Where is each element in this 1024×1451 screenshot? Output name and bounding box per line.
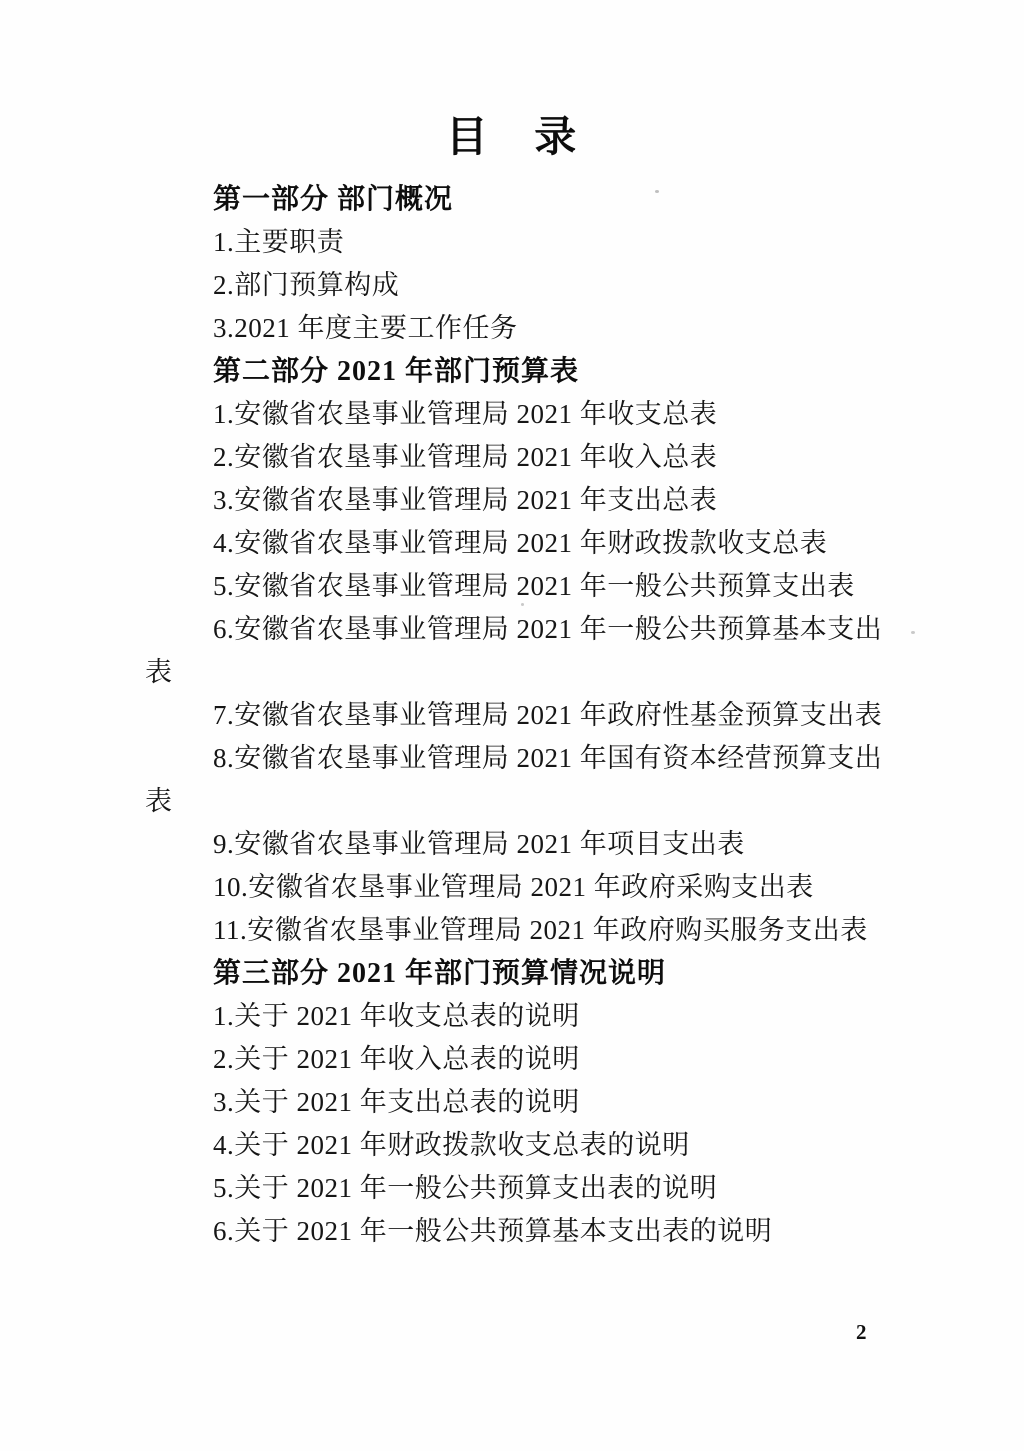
toc-item: 2.安徽省农垦事业管理局 2021 年收入总表 [213, 442, 718, 472]
toc-item: 4.关于 2021 年财政拨款收支总表的说明 [213, 1130, 690, 1160]
toc-item: 11.安徽省农垦事业管理局 2021 年政府购买服务支出表 [213, 915, 868, 945]
scan-speck [655, 190, 659, 193]
toc-item: 1.主要职责 [213, 227, 345, 257]
toc-item: 10.安徽省农垦事业管理局 2021 年政府采购支出表 [213, 872, 814, 902]
toc-item: 6.安徽省农垦事业管理局 2021 年一般公共预算基本支出表 [145, 614, 883, 687]
toc-item: 5.安徽省农垦事业管理局 2021 年一般公共预算支出表 [213, 571, 855, 601]
toc-item: 5.关于 2021 年一般公共预算支出表的说明 [213, 1173, 718, 1203]
toc-item: 6.关于 2021 年一般公共预算基本支出表的说明 [213, 1216, 773, 1246]
page-title: 目 录 [445, 115, 587, 161]
toc-item: 1.关于 2021 年收支总表的说明 [213, 1001, 580, 1031]
section-2-heading: 第二部分 2021 年部门预算表 [213, 356, 580, 387]
section-1-heading: 第一部分 部门概况 [213, 184, 454, 215]
toc-item: 1.安徽省农垦事业管理局 2021 年收支总表 [213, 399, 718, 429]
toc-item: 7.安徽省农垦事业管理局 2021 年政府性基金预算支出表 [213, 700, 883, 730]
toc-item: 3.安徽省农垦事业管理局 2021 年支出总表 [213, 485, 718, 515]
toc-item: 3.2021 年度主要工作任务 [213, 313, 518, 343]
toc-content [145, 112, 887, 1253]
toc-item: 2.部门预算构成 [213, 270, 400, 300]
toc-item: 4.安徽省农垦事业管理局 2021 年财政拨款收支总表 [213, 528, 828, 558]
toc-item: 3.关于 2021 年支出总表的说明 [213, 1087, 580, 1117]
toc-item: 8.安徽省农垦事业管理局 2021 年国有资本经营预算支出表 [145, 743, 883, 816]
scan-speck [911, 631, 915, 634]
section-3-heading: 第三部分 2021 年部门预算情况说明 [213, 958, 667, 989]
scan-speck [521, 603, 524, 606]
toc-item: 2.关于 2021 年收入总表的说明 [213, 1044, 580, 1074]
toc-item: 9.安徽省农垦事业管理局 2021 年项目支出表 [213, 829, 745, 859]
page-number: 2 [856, 1320, 867, 1344]
